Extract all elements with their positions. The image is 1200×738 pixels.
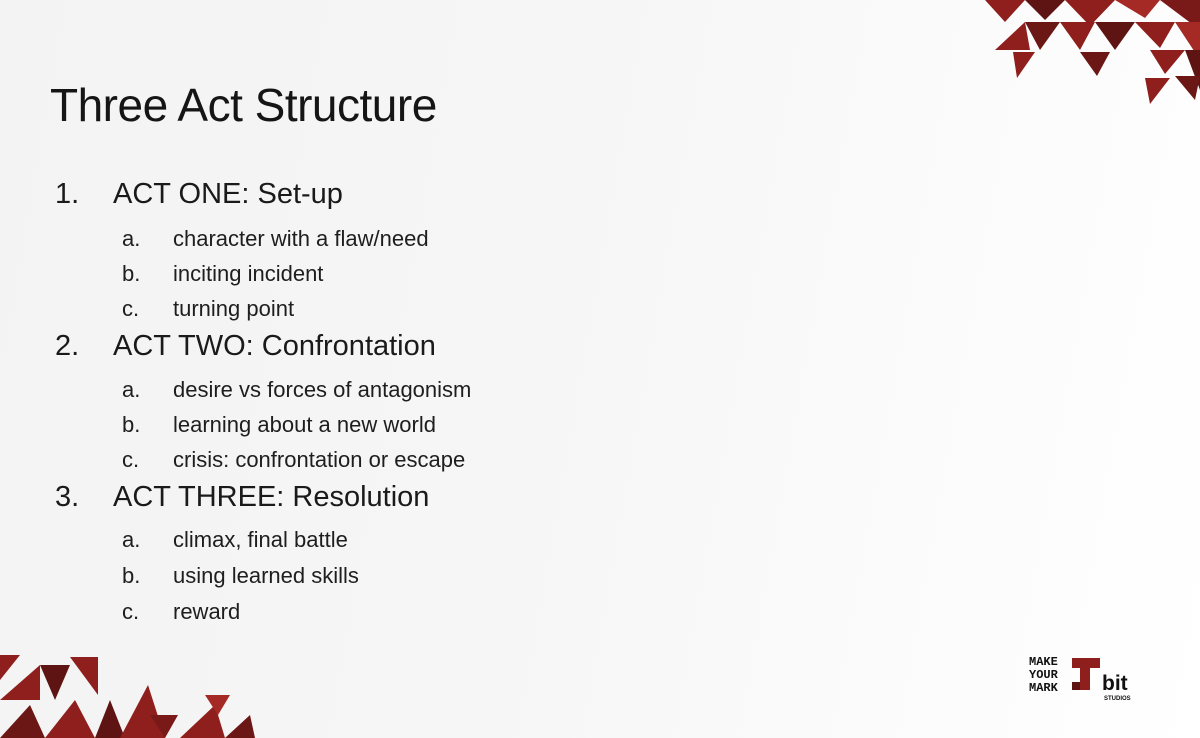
point-text: using learned skills xyxy=(173,563,359,588)
act-point xyxy=(122,527,348,553)
act-point xyxy=(122,412,436,438)
point-text: desire vs forces of antagonism xyxy=(173,377,472,402)
point-text: crisis: confrontation or escape xyxy=(173,447,466,472)
point-letter: a. xyxy=(122,226,141,251)
logo-line-3: MARK xyxy=(1029,681,1058,695)
act-number: 3. xyxy=(55,481,80,513)
point-letter: b. xyxy=(122,563,141,588)
point-text: turning point xyxy=(173,296,295,321)
act-point xyxy=(122,296,294,322)
act-point xyxy=(122,377,471,403)
point-text: character with a flaw/need xyxy=(173,226,429,251)
act-title: ACT THREE: Resolution xyxy=(113,481,430,513)
point-letter: b. xyxy=(122,412,141,437)
logo-line-2: YOUR xyxy=(1029,668,1058,682)
point-text: inciting incident xyxy=(173,261,324,286)
act-point xyxy=(122,261,323,287)
point-letter: a. xyxy=(122,527,141,552)
point-text: reward xyxy=(173,599,241,624)
act-number: 1. xyxy=(55,178,80,210)
slide-title: Three Act Structure xyxy=(50,79,437,131)
point-letter: c. xyxy=(122,447,140,472)
logo-brand: bit xyxy=(1102,672,1128,695)
studio-logo xyxy=(1028,652,1152,704)
act-title: ACT ONE: Set-up xyxy=(113,178,343,210)
act-heading xyxy=(55,481,429,514)
point-letter: b. xyxy=(122,261,141,286)
point-text: climax, final battle xyxy=(173,527,348,552)
logo-line-1: MAKE xyxy=(1029,655,1058,669)
point-text: learning about a new world xyxy=(173,412,436,437)
act-point xyxy=(122,447,465,473)
act-point xyxy=(122,599,240,625)
point-letter: a. xyxy=(122,377,141,402)
point-letter: c. xyxy=(122,599,140,624)
act-title: ACT TWO: Confrontation xyxy=(113,330,436,362)
point-letter: c. xyxy=(122,296,140,321)
act-number: 2. xyxy=(55,330,80,362)
act-heading xyxy=(55,178,343,211)
act-point xyxy=(122,226,429,252)
logo-tagline: STUDIOS xyxy=(1104,696,1131,702)
act-point xyxy=(122,563,359,589)
act-heading xyxy=(55,330,436,363)
